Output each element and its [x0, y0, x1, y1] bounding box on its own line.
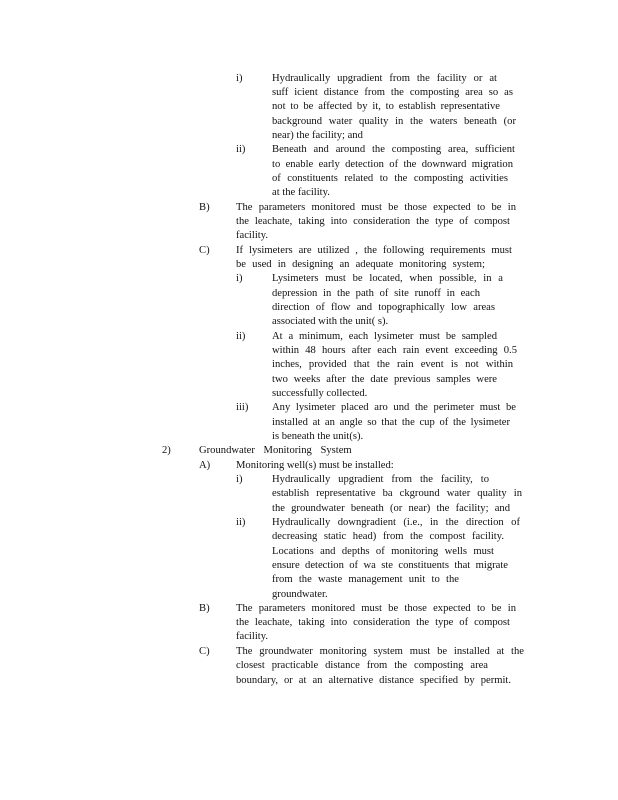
item-marker: i)	[236, 474, 243, 485]
text-line: successfully collected.	[272, 388, 368, 399]
section-marker: B)	[199, 603, 210, 614]
text-line: suff icient distance from the composting area so as	[272, 87, 513, 98]
section-heading: Groundwater Monitoring System	[199, 445, 352, 456]
text-line: The parameters monitored must be those expected to be in	[236, 603, 516, 614]
text-line: facility.	[236, 631, 268, 642]
text-line: The groundwater monitoring system must be installed at the	[236, 646, 524, 657]
item-marker: ii)	[236, 144, 246, 155]
text-line: groundwater.	[272, 589, 328, 600]
text-line: direction of flow and topographically low areas	[272, 302, 495, 313]
text-line: associated with the unit( s).	[272, 316, 389, 327]
text-line: boundary, or at an alternative distance specified by permit.	[236, 675, 511, 686]
text-line: the groundwater beneath (or near) the facility; and	[272, 503, 510, 514]
text-line: Lysimeters must be located, when possible, in a	[272, 273, 503, 284]
item-marker: i)	[236, 73, 243, 84]
text-line: Hydraulically upgradient from the facility, to	[272, 474, 489, 485]
text-line: two weeks after the date previous samples were	[272, 374, 497, 385]
section-marker: C)	[199, 245, 210, 256]
text-line: installed at an angle so that the cup of the lysimeter	[272, 417, 510, 428]
text-line: not to be affected by it, to establish representative	[272, 101, 500, 112]
text-line: ensure detection of wa ste constituents that migrate	[272, 560, 508, 571]
text-line: If lysimeters are utilized , the following requirements must	[236, 245, 512, 256]
text-line: Hydraulically upgradient from the facility or at	[272, 73, 497, 84]
text-line: Hydraulically downgradient (i.e., in the direction of	[272, 517, 520, 528]
text-line: near) the facility; and	[272, 130, 363, 141]
text-line: depression in the path of site runoff in each	[272, 288, 480, 299]
text-line: At a minimum, each lysimeter must be sampled	[272, 331, 497, 342]
text-line: Beneath and around the composting area, sufficient	[272, 144, 515, 155]
text-line: the leachate, taking into consideration the type of compost	[236, 216, 510, 227]
text-line: decreasing static head) from the compost facility.	[272, 531, 504, 542]
text-line: is beneath the unit(s).	[272, 431, 364, 442]
section-marker: A)	[199, 460, 211, 471]
text-line: of constituents related to the composting activities	[272, 173, 508, 184]
text-line: to enable early detection of the downward migration	[272, 159, 513, 170]
item-marker: ii)	[236, 331, 246, 342]
text-line: facility.	[236, 230, 268, 241]
item-marker: iii)	[236, 402, 249, 413]
text-line: closest practicable distance from the composting area	[236, 660, 488, 671]
section-marker: C)	[199, 646, 210, 657]
text-line: Any lysimeter placed aro und the perimeter must be	[272, 402, 516, 413]
text-line: Monitoring well(s) must be installed:	[236, 460, 394, 471]
text-line: establish representative ba ckground water quality in	[272, 488, 522, 499]
text-line: within 48 hours after each rain event exceeding 0.5	[272, 345, 517, 356]
text-line: be used in designing an adequate monitoring system;	[236, 259, 485, 270]
text-line: inches, provided that the rain event is not within	[272, 359, 513, 370]
section-number: 2)	[162, 445, 171, 456]
section-marker: B)	[199, 202, 210, 213]
item-marker: i)	[236, 273, 243, 284]
text-line: the leachate, taking into consideration the type of compost	[236, 617, 510, 628]
text-line: Locations and depths of monitoring wells must	[272, 546, 494, 557]
text-line: from the waste management unit to the	[272, 574, 459, 585]
text-line: at the facility.	[272, 187, 330, 198]
text-line: background water quality in the waters beneath (or	[272, 116, 516, 127]
item-marker: ii)	[236, 517, 246, 528]
text-line: The parameters monitored must be those expected to be in	[236, 202, 516, 213]
